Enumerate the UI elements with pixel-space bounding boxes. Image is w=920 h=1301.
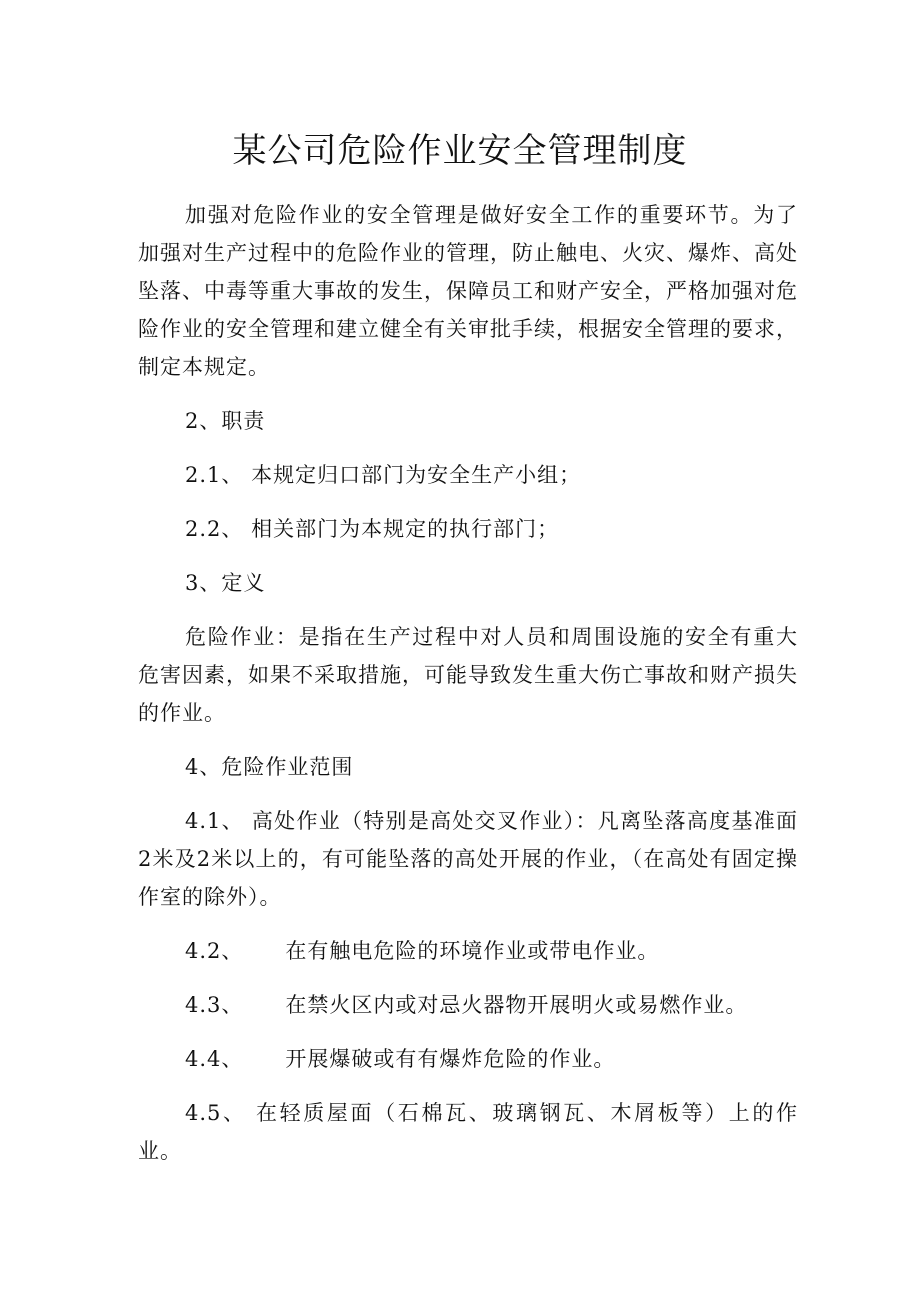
section-4-3 — [138, 986, 798, 1024]
section-4-5: 4.5、 在轻质屋面（石棉瓦、玻璃钢瓦、木屑板等）上的作业。 — [138, 1101, 798, 1163]
section-4-4-text: 开展爆破或有有爆炸危险的作业。 — [285, 1047, 616, 1071]
section-4-2-text: 在有触电危险的环境作业或带电作业。 — [285, 939, 660, 963]
section-4-3-text: 在禁火区内或对忌火器物开展明火或易燃作业。 — [285, 993, 748, 1017]
document-body — [138, 196, 798, 1186]
section-4-heading: 4、危险作业范围 — [185, 755, 354, 779]
section-3-heading: 3、定义 — [185, 571, 266, 595]
section-4-2 — [138, 932, 798, 970]
section-4-3-number: 4.3、 — [185, 993, 244, 1017]
section-4-4 — [138, 1040, 798, 1078]
section-4-4-number: 4.4、 — [185, 1047, 244, 1071]
intro-paragraph: 加强对危险作业的安全管理是做好安全工作的重要环节。为了加强对生产过程中的危险作业的管理，防止触电、火灾、爆炸、高处坠落、中毒等重大事故的发生，保障员工和财产安全，严格加强对危险作业的安全管理和建立健全有关审批手续，根据安全管理的要求，制定本规定。 — [138, 203, 798, 379]
section-4-1: 4.1、 高处作业（特别是高处交叉作业）：凡离坠落高度基准面2米及2米以上的，有可能坠落的高处开展的作业，（在高处有固定操作室的除外）。 — [138, 809, 798, 909]
section-2-heading: 2、职责 — [185, 409, 266, 433]
document-title: 某公司危险作业安全管理制度 — [232, 131, 688, 171]
definition-paragraph: 危险作业：是指在生产过程中对人员和周围设施的安全有重大危害因素，如果不采取措施，可能导致发生重大伤亡事故和财产损失的作业。 — [138, 625, 798, 725]
section-2-1: 2.1、 本规定归口部门为安全生产小组； — [185, 463, 582, 487]
section-2-2: 2.2、 相关部门为本规定的执行部门； — [185, 517, 560, 541]
section-4-2-number: 4.2、 — [185, 939, 244, 963]
